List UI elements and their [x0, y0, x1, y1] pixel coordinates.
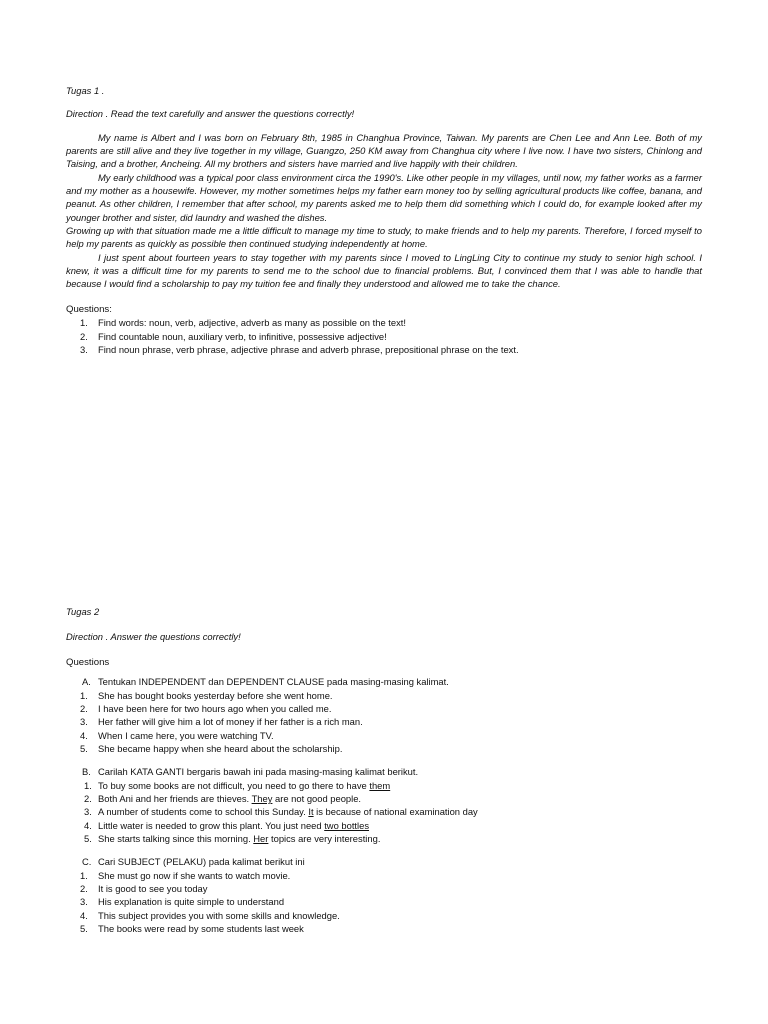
item-text: are not good people.: [272, 793, 362, 805]
tugas2-direction: Direction . Answer the questions correctly!: [66, 631, 241, 643]
list-item: [66, 792, 702, 805]
item-number: 5.: [80, 923, 88, 935]
list-item: [66, 689, 702, 702]
tugas2-questions-label: Questions: [66, 656, 110, 668]
list-item: [66, 742, 702, 755]
item-number: 5.: [84, 833, 92, 845]
group-letter: B.: [82, 766, 91, 778]
list-item: [66, 882, 702, 895]
item-number: 4.: [80, 729, 88, 741]
list-item: [66, 895, 702, 908]
tugas1-paragraph-4: I just spent about fourteen years to stay together with my parents since I moved to LingLing City to continue my study to senior high school. I knew, it was a difficult time for my parents to send me to the school due to financial problems. But, I convinced them that I was able to handle that because I would find a scholarship to pay my tuition fee and finally they understood and allowed me to take the chance.: [66, 251, 702, 290]
item-text: Find words: noun, verb, adjective, adverb as many as possible on the text!: [98, 317, 406, 329]
tugas1-direction: Direction . Read the text carefully and answer the questions correctly!: [66, 108, 355, 120]
item-number: 1.: [80, 317, 88, 329]
list-item: [66, 715, 702, 728]
list-item: [66, 779, 702, 792]
group-a-list: [66, 689, 702, 756]
item-number: 3.: [80, 716, 88, 728]
group-b-heading: [66, 765, 702, 778]
item-text: is because of national examination day: [313, 806, 478, 818]
group-letter: C.: [82, 856, 92, 868]
underlined-pronoun: two bottles: [324, 819, 370, 831]
group-c-list: [66, 869, 702, 936]
underlined-pronoun: them: [369, 779, 391, 791]
list-item: [66, 922, 702, 935]
item-text: Little water is needed to grow this plant. You just need: [98, 819, 325, 831]
underlined-pronoun: They: [251, 793, 273, 805]
item-text: I have been here for two hours ago when you called me.: [98, 702, 332, 714]
list-item: [66, 805, 702, 818]
item-text: This subject provides you with some skills and knowledge.: [98, 909, 340, 921]
list-item: [66, 729, 702, 742]
group-a-heading: [66, 675, 702, 688]
tugas1-paragraph-3: Growing up with that situation made me a little difficult to manage my time to study, to make friends and to help my parents. Therefore, I forced myself to help my parents as quickly as possible then continued studying independently at home.: [66, 225, 702, 250]
tugas1-title: Tugas 1 .: [66, 85, 105, 96]
item-text: It is good to see you today: [98, 883, 208, 895]
item-number: 4.: [80, 909, 88, 921]
group-b-list: [66, 779, 702, 846]
item-number: 3.: [80, 896, 88, 908]
item-text: She must go now if she wants to watch movie.: [98, 869, 291, 881]
item-number: 2.: [80, 883, 88, 895]
item-text: Find countable noun, auxiliary verb, to infinitive, possessive adjective!: [98, 330, 387, 342]
tugas2-title: Tugas 2: [66, 606, 100, 617]
tugas1-paragraph-1: My name is Albert and I was born on February 8th, 1985 in Changhua Province, Taiwan. My parents are Chen Lee and Ann Lee. Both of my parents are still alive and they live together in my village, Guangzo, 250 KM away from Changhua city where I live now. I have two sisters, Chinlong and Taising, and a brother, Ancheing. All my brothers and sisters have married and live happily with their children.: [66, 131, 702, 170]
item-number: 1.: [84, 779, 92, 791]
group-heading-text: Tentukan INDEPENDENT dan DEPENDENT CLAUSE pada masing-masing kalimat.: [98, 676, 449, 688]
list-item: [66, 909, 702, 922]
item-number: 5.: [80, 743, 88, 755]
item-text: Find noun phrase, verb phrase, adjective phrase and adverb phrase, prepositional phrase on the text.: [98, 344, 519, 356]
underlined-pronoun: It: [308, 806, 314, 818]
tugas1-questions-label: Questions:: [66, 303, 112, 315]
list-item: [66, 330, 702, 343]
tugas1-paragraph-2: My early childhood was a typical poor class environment circa the 1990's. Like other people in my villages, until now, my father works as a farmer and my mother as a housewife. However, my mother sometimes helps my father earn money too by selling agricultural products like coffee, banana, and peanut. As other children, I remember that after school, my parents asked me to help them did something which I could do, for example looked after my younger brother and sister, did laundry and washed the dishes.: [66, 171, 702, 223]
list-item: [66, 316, 702, 329]
item-number: 3.: [80, 344, 88, 356]
item-number: 3.: [84, 806, 92, 818]
tugas2-section: [66, 605, 702, 935]
item-text: She starts talking since this morning.: [98, 833, 254, 845]
item-text: She became happy when she heard about the scholarship.: [98, 743, 343, 755]
item-number: 1.: [80, 869, 88, 881]
item-text: When I came here, you were watching TV.: [98, 729, 274, 741]
item-text: The books were read by some students last week: [98, 923, 304, 935]
item-number: 2.: [80, 330, 88, 342]
group-letter: A.: [82, 676, 91, 688]
group-c-heading: [66, 855, 702, 868]
item-number: 1.: [80, 689, 88, 701]
item-text: topics are very interesting.: [268, 833, 381, 845]
item-text: She has bought books yesterday before she went home.: [98, 689, 333, 701]
item-number: 4.: [84, 819, 92, 831]
item-text: A number of students come to school this Sunday.: [98, 806, 309, 818]
list-item: [66, 819, 702, 832]
item-text: His explanation is quite simple to understand: [98, 896, 285, 908]
tugas1-section: [66, 84, 702, 356]
group-heading-text: Carilah KATA GANTI bergaris bawah ini pada masing-masing kalimat berikut.: [98, 766, 419, 778]
item-text: To buy some books are not difficult, you need to go there to have: [98, 779, 370, 791]
list-item: [66, 343, 702, 356]
tugas1-questions-list: [66, 316, 702, 356]
group-heading-text: Cari SUBJECT (PELAKU) pada kalimat berikut ini: [98, 856, 305, 868]
item-number: 2.: [80, 702, 88, 714]
item-number: 2.: [84, 793, 92, 805]
list-item: [66, 869, 702, 882]
item-text: Both Ani and her friends are thieves.: [98, 793, 252, 805]
list-item: [66, 832, 702, 845]
underlined-pronoun: Her: [253, 833, 269, 845]
tugas1-text: [66, 131, 702, 291]
list-item: [66, 702, 702, 715]
item-text: Her father will give him a lot of money if her father is a rich man.: [98, 716, 363, 728]
